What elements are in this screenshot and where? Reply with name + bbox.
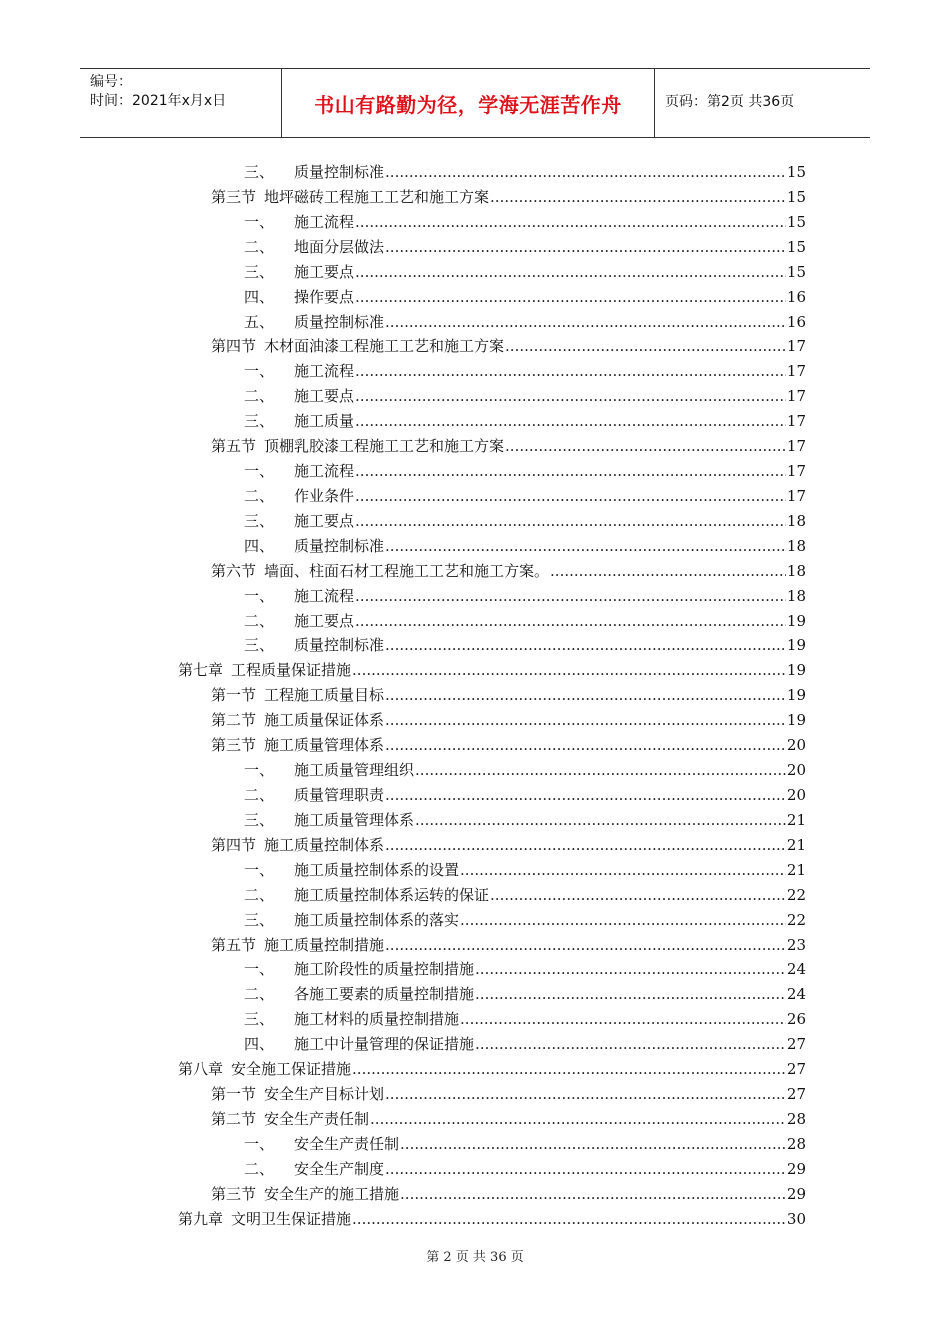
toc-entry[interactable] [244, 1005, 806, 1029]
toc-entry-title: 施工要点 [294, 611, 355, 630]
toc-dot-leader [355, 262, 786, 282]
toc-entry-title: 施工材料的质量控制措施 [294, 1010, 460, 1029]
toc-dot-leader [355, 511, 786, 531]
toc-entry[interactable] [244, 1155, 806, 1179]
code-label: 编号： [90, 74, 132, 90]
toc-entry-page: 21 [786, 860, 806, 879]
toc-entry[interactable] [244, 507, 806, 531]
toc-dot-leader [460, 860, 786, 880]
toc-entry-number: 一、 [244, 212, 275, 231]
toc-dot-leader [385, 312, 786, 332]
toc-entry-title: 安全生产责任制 [264, 1109, 370, 1128]
toc-entry-number: 四、 [244, 287, 275, 306]
toc-entry-number: 一、 [244, 362, 275, 381]
toc-entry-number: 四、 [244, 536, 275, 555]
toc-entry-title: 文明卫生保证措施 [231, 1209, 352, 1228]
toc-entry-title: 木材面油漆工程施工工艺和施工方案 [264, 337, 505, 356]
toc-entry-number: 三、 [244, 810, 275, 829]
toc-entry-page: 27 [786, 1035, 806, 1054]
toc-entry-number: 二、 [244, 387, 275, 406]
toc-entry-title: 质量控制标准 [294, 636, 385, 655]
toc-entry-number: 第四节 [211, 337, 257, 356]
toc-entry-title: 施工流程 [294, 362, 355, 381]
toc-dot-leader [550, 561, 786, 581]
header-motto: 书山有路勤为径，学海无涯苦作舟 [314, 92, 622, 117]
toc-entry[interactable] [211, 681, 806, 705]
toc-entry-number: 一、 [244, 462, 275, 481]
toc-dot-leader [400, 1184, 786, 1204]
toc-entry-number: 第一节 [211, 686, 257, 705]
toc-entry-title: 工程质量保证措施 [231, 661, 352, 680]
toc-entry[interactable] [211, 183, 806, 207]
toc-entry[interactable] [211, 706, 806, 730]
toc-entry-title: 施工流程 [294, 586, 355, 605]
toc-entry-number: 第四节 [211, 835, 257, 854]
toc-entry-number: 一、 [244, 586, 275, 605]
toc-entry-page: 16 [786, 312, 806, 331]
toc-entry-title: 各施工要素的质量控制措施 [294, 985, 475, 1004]
toc-entry-page: 18 [786, 561, 806, 580]
toc-entry-number: 第七章 [178, 661, 224, 680]
toc-entry-page: 18 [786, 586, 806, 605]
toc-entry-page: 22 [786, 910, 806, 929]
toc-entry-title: 作业条件 [294, 486, 355, 505]
page-footer: 第 2 页 共 36 页 [426, 1250, 524, 1265]
toc-entry-number: 四、 [244, 1035, 275, 1054]
toc-entry-title: 地面分层做法 [294, 237, 385, 256]
toc-entry-number: 三、 [244, 511, 275, 530]
toc-entry-number: 三、 [244, 910, 275, 929]
toc-entry-title: 施工质量控制体系运转的保证 [294, 885, 490, 904]
toc-entry[interactable] [244, 532, 806, 556]
toc-dot-leader [385, 735, 786, 755]
toc-entry-number: 二、 [244, 885, 275, 904]
toc-dot-leader [385, 835, 786, 855]
toc-entry-number: 三、 [244, 163, 275, 181]
toc-dot-leader [385, 536, 786, 556]
toc-entry-page: 17 [786, 486, 806, 505]
toc-dot-leader [385, 162, 786, 182]
toc-entry-number: 二、 [244, 786, 275, 804]
toc-entry-page: 20 [786, 761, 806, 780]
toc-dot-leader [352, 1059, 786, 1079]
toc-entry-number: 第八章 [178, 1060, 224, 1079]
toc-dot-leader [355, 361, 786, 381]
toc-dot-leader [355, 411, 786, 431]
toc-entry-page: 28 [786, 1109, 806, 1128]
toc-entry[interactable] [244, 955, 806, 979]
toc-entry-title: 安全生产的施工措施 [264, 1184, 400, 1203]
toc-entry-number: 第六节 [211, 561, 257, 580]
toc-entry-page: 29 [786, 1184, 806, 1203]
toc-entry-title: 操作要点 [294, 287, 355, 306]
toc-dot-leader [475, 984, 786, 1004]
toc-entry-title: 施工质量 [294, 412, 355, 431]
toc-dot-leader [460, 1009, 786, 1029]
toc-dot-leader [355, 212, 786, 232]
toc-entry-number: 一、 [244, 860, 275, 879]
toc-dot-leader [505, 336, 786, 356]
toc-entry-number: 一、 [244, 1134, 275, 1153]
toc-entry[interactable] [244, 407, 806, 431]
toc-entry[interactable] [211, 432, 806, 456]
toc-entry[interactable] [244, 1130, 806, 1154]
toc-dot-leader [385, 785, 786, 805]
toc-dot-leader [355, 386, 786, 406]
toc-entry-page: 19 [786, 661, 806, 680]
toc-entry-number: 第五节 [211, 437, 257, 456]
toc-entry-page: 17 [786, 337, 806, 356]
toc-entry[interactable] [244, 856, 806, 880]
toc-entry-page: 15 [786, 212, 806, 231]
toc-entry-number: 第九章 [178, 1209, 224, 1228]
toc-dot-leader [385, 685, 786, 705]
toc-entry[interactable] [244, 457, 806, 481]
toc-entry-title: 施工质量控制措施 [264, 935, 385, 954]
toc-entry-number: 第三节 [211, 736, 257, 755]
toc-entry-page: 23 [786, 935, 806, 954]
toc-entry-page: 15 [786, 262, 806, 281]
toc-entry-title: 施工中计量管理的保证措施 [294, 1035, 475, 1054]
toc-entry-page: 21 [786, 835, 806, 854]
toc-entry-title: 质量控制标准 [294, 163, 385, 181]
toc-dot-leader [490, 885, 786, 905]
toc-entry-page: 28 [786, 1134, 806, 1153]
toc-entry-title: 施工质量控制体系的落实 [294, 910, 460, 929]
toc-dot-leader [355, 611, 786, 631]
toc-entry-page: 17 [786, 412, 806, 431]
toc-dot-leader [475, 959, 786, 979]
toc-entry-page: 24 [786, 960, 806, 979]
toc-entry-page: 19 [786, 686, 806, 705]
toc-entry-title: 质量管理职责 [294, 786, 385, 804]
toc-entry-number: 三、 [244, 636, 275, 655]
page-header [80, 68, 870, 138]
header-page-info: 页码：第2页 共36页 [665, 94, 795, 110]
toc-entry-title: 安全生产目标计划 [264, 1085, 385, 1104]
toc-entry[interactable] [211, 332, 806, 356]
toc-entry-page: 15 [786, 187, 806, 206]
toc-entry-number: 第一节 [211, 1085, 257, 1104]
toc-dot-leader [505, 436, 786, 456]
toc-entry-page: 17 [786, 462, 806, 481]
toc-entry-page: 17 [786, 437, 806, 456]
toc-entry[interactable] [244, 631, 806, 655]
toc-entry[interactable] [211, 1105, 806, 1129]
toc-entry-number: 一、 [244, 761, 275, 780]
toc-entry-page: 22 [786, 885, 806, 904]
toc-entry-title: 工程施工质量目标 [264, 686, 385, 705]
toc-entry[interactable] [244, 208, 806, 232]
toc-entry-page: 27 [786, 1060, 806, 1079]
toc-dot-leader [415, 810, 786, 830]
toc-entry[interactable] [244, 482, 806, 506]
toc-entry-title: 施工质量控制体系 [264, 835, 385, 854]
toc-entry-title: 墙面、柱面石材工程施工工艺和施工方案。 [264, 561, 550, 580]
toc-entry-title: 施工要点 [294, 262, 355, 281]
toc-dot-leader [352, 1209, 786, 1229]
toc-entry-page: 21 [786, 810, 806, 829]
toc-entry-page: 15 [786, 163, 806, 181]
toc-entry-title: 安全生产制度 [294, 1159, 385, 1178]
toc-dot-leader [490, 187, 786, 207]
toc-dot-leader [385, 1084, 786, 1104]
toc-entry[interactable] [244, 906, 806, 930]
toc-entry-number: 二、 [244, 1159, 275, 1178]
toc-entry-title: 质量控制标准 [294, 312, 385, 331]
toc-entry[interactable] [244, 357, 806, 381]
toc-dot-leader [385, 237, 786, 257]
toc-dot-leader [385, 710, 786, 730]
toc-entry-number: 三、 [244, 1010, 275, 1029]
toc-entry[interactable] [178, 1205, 806, 1229]
toc-entry-number: 二、 [244, 985, 275, 1004]
toc-entry-number: 第二节 [211, 1109, 257, 1128]
toc-dot-leader [385, 1159, 786, 1179]
toc-entry[interactable] [211, 931, 806, 955]
toc-entry-title: 地坪磁砖工程施工工艺和施工方案 [264, 187, 490, 206]
toc-entry-page: 27 [786, 1085, 806, 1104]
toc-entry-number: 三、 [244, 412, 275, 431]
toc-dot-leader [352, 660, 786, 680]
toc-entry-number: 第五节 [211, 935, 257, 954]
toc-entry[interactable] [244, 258, 806, 282]
toc-entry[interactable] [244, 1030, 806, 1054]
toc-entry[interactable] [244, 233, 806, 257]
toc-entry-page: 24 [786, 985, 806, 1004]
toc-dot-leader [475, 1034, 786, 1054]
toc-entry[interactable] [211, 731, 806, 755]
toc-entry[interactable] [211, 557, 806, 581]
toc-entry-title: 质量控制标准 [294, 536, 385, 555]
toc-dot-leader [460, 910, 786, 930]
toc-entry[interactable] [244, 756, 806, 780]
toc-entry-page: 19 [786, 711, 806, 730]
toc-entry-title: 施工流程 [294, 462, 355, 481]
toc-entry-title: 施工流程 [294, 212, 355, 231]
toc-entry[interactable] [211, 1080, 806, 1104]
toc-entry[interactable] [244, 806, 806, 830]
toc-dot-leader [355, 486, 786, 506]
toc-entry-title: 安全施工保证措施 [231, 1060, 352, 1079]
toc-entry[interactable] [211, 831, 806, 855]
toc-entry-title: 施工质量管理体系 [264, 736, 385, 755]
header-divider [654, 69, 655, 137]
toc-entry-page: 18 [786, 511, 806, 530]
toc-entry-title: 顶棚乳胶漆工程施工工艺和施工方案 [264, 437, 505, 456]
toc-entry[interactable] [244, 881, 806, 905]
toc-entry-number: 第三节 [211, 1184, 257, 1203]
toc-entry-number: 一、 [244, 960, 275, 979]
toc-entry[interactable] [244, 308, 806, 332]
toc-entry[interactable] [244, 283, 806, 307]
toc-entry[interactable] [178, 656, 806, 680]
toc-entry[interactable] [244, 158, 806, 182]
toc-entry[interactable] [244, 582, 806, 606]
toc-entry-page: 30 [786, 1209, 806, 1228]
toc-entry-page: 26 [786, 1010, 806, 1029]
time-label: 时间：2021年x月x日 [90, 93, 227, 109]
toc-entry-number: 第三节 [211, 187, 257, 206]
toc-entry-title: 施工质量管理体系 [294, 810, 415, 829]
toc-entry-page: 19 [786, 611, 806, 630]
toc-entry-page: 17 [786, 387, 806, 406]
toc-dot-leader [385, 635, 786, 655]
toc-entry-title: 施工要点 [294, 511, 355, 530]
toc-entry-title: 施工质量管理组织 [294, 761, 415, 780]
toc-dot-leader [355, 287, 786, 307]
toc-entry-title: 施工阶段性的质量控制措施 [294, 960, 475, 979]
toc-dot-leader [400, 1134, 786, 1154]
toc-entry[interactable] [244, 980, 806, 1004]
toc-entry-page: 20 [786, 736, 806, 755]
toc-dot-leader [355, 461, 786, 481]
toc-entry-title: 施工要点 [294, 387, 355, 406]
toc-dot-leader [355, 586, 786, 606]
header-meta [90, 73, 226, 111]
toc-entry-page: 17 [786, 362, 806, 381]
toc-entry-page: 20 [786, 786, 806, 804]
toc-entry-page: 16 [786, 287, 806, 306]
toc-entry-title: 安全生产责任制 [294, 1134, 400, 1153]
toc-dot-leader [415, 760, 786, 780]
toc-dot-leader [385, 935, 786, 955]
toc-entry-number: 二、 [244, 611, 275, 630]
toc-entry[interactable] [244, 607, 806, 631]
toc-entry-page: 29 [786, 1159, 806, 1178]
toc-dot-leader [370, 1109, 786, 1129]
toc-entry-number: 二、 [244, 486, 275, 505]
toc-entry[interactable] [244, 781, 806, 805]
toc-entry[interactable] [211, 1180, 806, 1204]
toc-entry-number: 第二节 [211, 711, 257, 730]
toc-entry-number: 三、 [244, 262, 275, 281]
toc-entry-page: 18 [786, 536, 806, 555]
toc-entry[interactable] [244, 382, 806, 406]
toc-entry-page: 19 [786, 636, 806, 655]
toc-entry[interactable] [178, 1055, 806, 1079]
toc-entry-title: 施工质量保证体系 [264, 711, 385, 730]
toc-entry-number: 二、 [244, 237, 275, 256]
toc-entry-page: 15 [786, 237, 806, 256]
toc-entry-title: 施工质量控制体系的设置 [294, 860, 460, 879]
toc-entry-number: 五、 [244, 312, 275, 331]
